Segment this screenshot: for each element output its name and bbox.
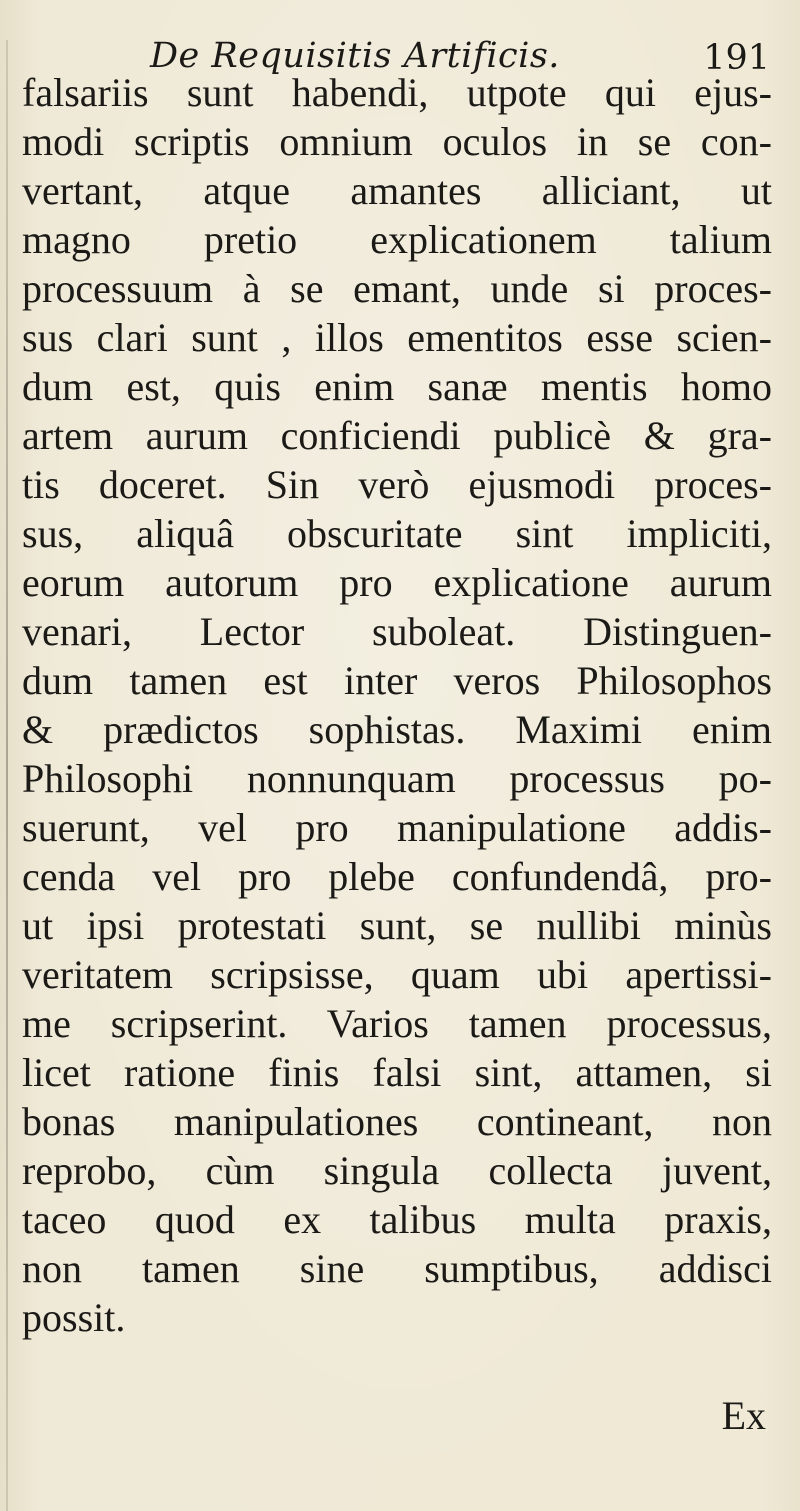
text-line: dum tamen est inter veros Philosophos xyxy=(22,658,772,703)
text-line: eorum autorum pro explicatione aurum xyxy=(22,560,772,605)
text-line: me scripserint. Varios tamen processus, xyxy=(22,1001,772,1046)
text-line: suerunt, vel pro manipulatione addis- xyxy=(22,805,772,850)
text-line: ut ipsi protestati sunt, se nullibi minùs xyxy=(22,903,772,948)
text-line: veritatem scripsisse, quam ubi apertissi- xyxy=(22,952,772,997)
text-line: & prædictos sophistas. Maximi enim xyxy=(22,707,772,752)
text-line: Philosophi nonnunquam processus po- xyxy=(22,756,772,801)
text-line: artem aurum conficiendi publicè & gra- xyxy=(22,413,772,458)
text-line: processuum à se emant, unde si proces- xyxy=(22,266,772,311)
text-line: non tamen sine sumptibus, addisci xyxy=(22,1246,772,1291)
page-number: 191 xyxy=(703,38,770,78)
text-line: sus, aliquâ obscuritate sint impliciti, xyxy=(22,511,772,556)
text-line: venari, Lector suboleat. Distinguen- xyxy=(22,609,772,654)
text-line: tis doceret. Sin verò ejusmodi proces- xyxy=(22,462,772,507)
running-head: De Requisitis Artificis. xyxy=(150,36,560,76)
body-text xyxy=(22,68,772,1342)
text-line: modi scriptis omnium oculos in se con- xyxy=(22,119,772,164)
text-line: possit. xyxy=(22,1295,126,1340)
text-line: bonas manipulationes contineant, non xyxy=(22,1099,772,1144)
text-line: reprobo, cùm singula collecta juvent, xyxy=(22,1148,772,1193)
text-line: dum est, quis enim sanæ mentis homo xyxy=(22,364,772,409)
catchword: Ex xyxy=(721,1393,766,1438)
text-line: sus clari sunt , illos ementitos esse scien- xyxy=(22,315,772,360)
gutter-shadow xyxy=(6,40,8,1511)
text-line: vertant, atque amantes alliciant, ut xyxy=(22,168,772,213)
text-line: taceo quod ex talibus multa praxis, xyxy=(22,1197,772,1242)
text-line: falsariis sunt habendi, utpote qui ejus- xyxy=(22,70,772,115)
text-line: magno pretio explicationem talium xyxy=(22,217,772,262)
text-line: cenda vel pro plebe confundendâ, pro- xyxy=(22,854,772,899)
text-line: licet ratione finis falsi sint, attamen, si xyxy=(22,1050,772,1095)
